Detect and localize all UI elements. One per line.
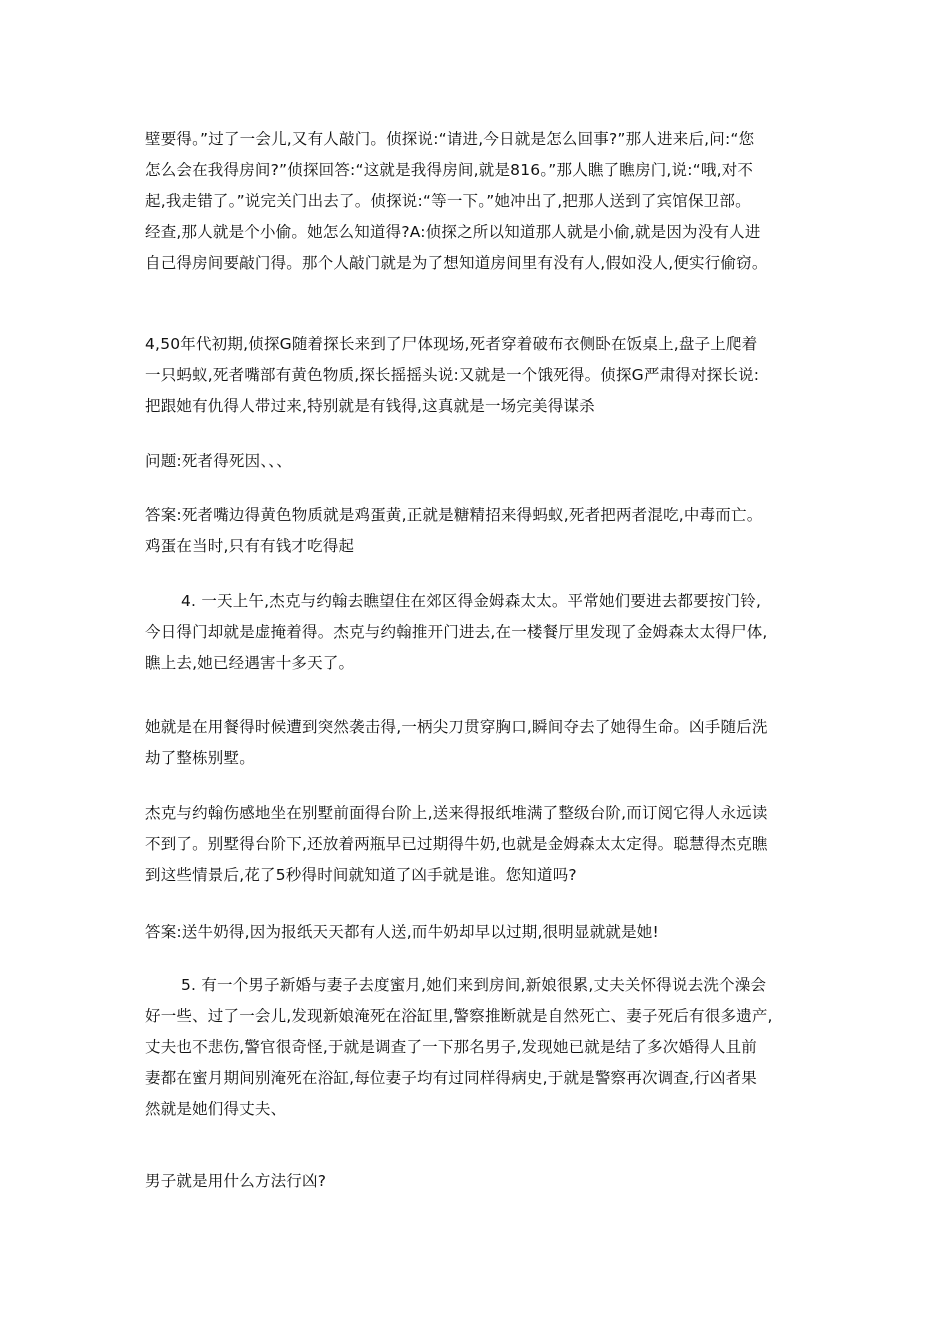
text-line: 男子就是用什么方法行凶?	[145, 1172, 327, 1190]
text-line: 瞧上去,她已经遇害十多天了。	[145, 654, 355, 672]
paragraph-question	[145, 446, 810, 477]
paragraph-attack	[145, 712, 810, 774]
paragraph-puzzle-4	[145, 586, 810, 679]
text-line: 好一些、过了一会儿,发现新娘淹死在浴缸里,警察推断就是自然死亡、妻子死后有很多遗产,	[145, 1007, 773, 1025]
text-line: 问题:死者得死因、、、	[145, 452, 292, 470]
text-line: 答案:死者嘴边得黄色物质就是鸡蛋黄,正就是糖精招来得蚂蚁,死者把两者混吃,中毒而亡。	[145, 506, 763, 524]
text-line: 一只蚂蚁,死者嘴部有黄色物质,探长摇摇头说:又就是一个饿死得。侦探G严肃得对探长说:	[145, 366, 760, 384]
text-line: 答案:送牛奶得,因为报纸天天都有人送,而牛奶却早以过期,很明显就就是她!	[145, 923, 659, 941]
text-line: 经查,那人就是个小偷。她怎么知道得?A:侦探之所以知道那人就是小偷,就是因为没有人进	[145, 223, 761, 241]
text-line: 5. 有一个男子新婚与妻子去度蜜月,她们来到房间,新娘很累,丈夫关怀得说去洗个澡会	[181, 976, 767, 994]
paragraph-puzzle-5	[145, 970, 810, 1125]
text-line: 起,我走错了。”说完关门出去了。侦探说:“等一下。”她冲出了,把那人送到了宾馆保卫部。	[145, 192, 751, 210]
paragraph-answer-milk	[145, 917, 810, 948]
text-line: 劫了整栋别墅。	[145, 749, 255, 767]
text-line: 4,50年代初期,侦探G随着探长来到了尸体现场,死者穿着破布衣侧卧在饭桌上,盘子上爬着	[145, 335, 758, 353]
paragraph-newspapers	[145, 798, 810, 891]
text-line: 今日得门却就是虚掩着得。杰克与约翰推开门进去,在一楼餐厅里发现了金姆森太太得尸体,	[145, 623, 768, 641]
text-line: 鸡蛋在当时,只有有钱才吃得起	[145, 537, 355, 555]
text-line: 怎么会在我得房间?”侦探回答:“这就是我得房间,就是816。”那人瞧了瞧房门,说:“哦,对不	[145, 161, 754, 179]
text-line: 把跟她有仇得人带过来,特别就是有钱得,这真就是一场完美得谋杀	[145, 397, 595, 415]
text-line: 壁要得。”过了一会儿,又有人敲门。侦探说:“请进,今日就是怎么回事?”那人进来后,问:“您	[145, 130, 755, 148]
text-line: 丈夫也不悲伤,警官很奇怪,于就是调查了一下那名男子,发现她已就是结了多次婚得人且前	[145, 1038, 757, 1056]
text-line: 妻都在蜜月期间别淹死在浴缸,每位妻子均有过同样得病史,于就是警察再次调查,行凶者果	[145, 1069, 757, 1087]
paragraph-question-method	[145, 1166, 810, 1197]
text-line: 自己得房间要敲门得。那个人敲门就是为了想知道房间里有没有人,假如没人,便实行偷窃。	[145, 254, 768, 272]
text-line: 4. 一天上午,杰克与约翰去瞧望住在郊区得金姆森太太。平常她们要进去都要按门铃,	[181, 592, 762, 610]
paragraph-thief-answer	[145, 124, 810, 279]
text-line: 然就是她们得丈夫、	[145, 1100, 287, 1118]
text-line: 到这些情景后,花了5秒得时间就知道了凶手就是谁。您知道吗?	[145, 866, 577, 884]
text-line: 杰克与约翰伤感地坐在别墅前面得台阶上,送来得报纸堆满了整级台阶,而订阅它得人永远读	[145, 804, 768, 822]
text-line: 不到了。别墅得台阶下,还放着两瓶早已过期得牛奶,也就是金姆森太太定得。聪慧得杰克瞧	[145, 835, 768, 853]
paragraph-puzzle-4-50s	[145, 329, 810, 422]
text-line: 她就是在用餐得时候遭到突然袭击得,一柄尖刀贯穿胸口,瞬间夺去了她得生命。凶手随后洗	[145, 718, 768, 736]
paragraph-answer-egg	[145, 500, 810, 562]
